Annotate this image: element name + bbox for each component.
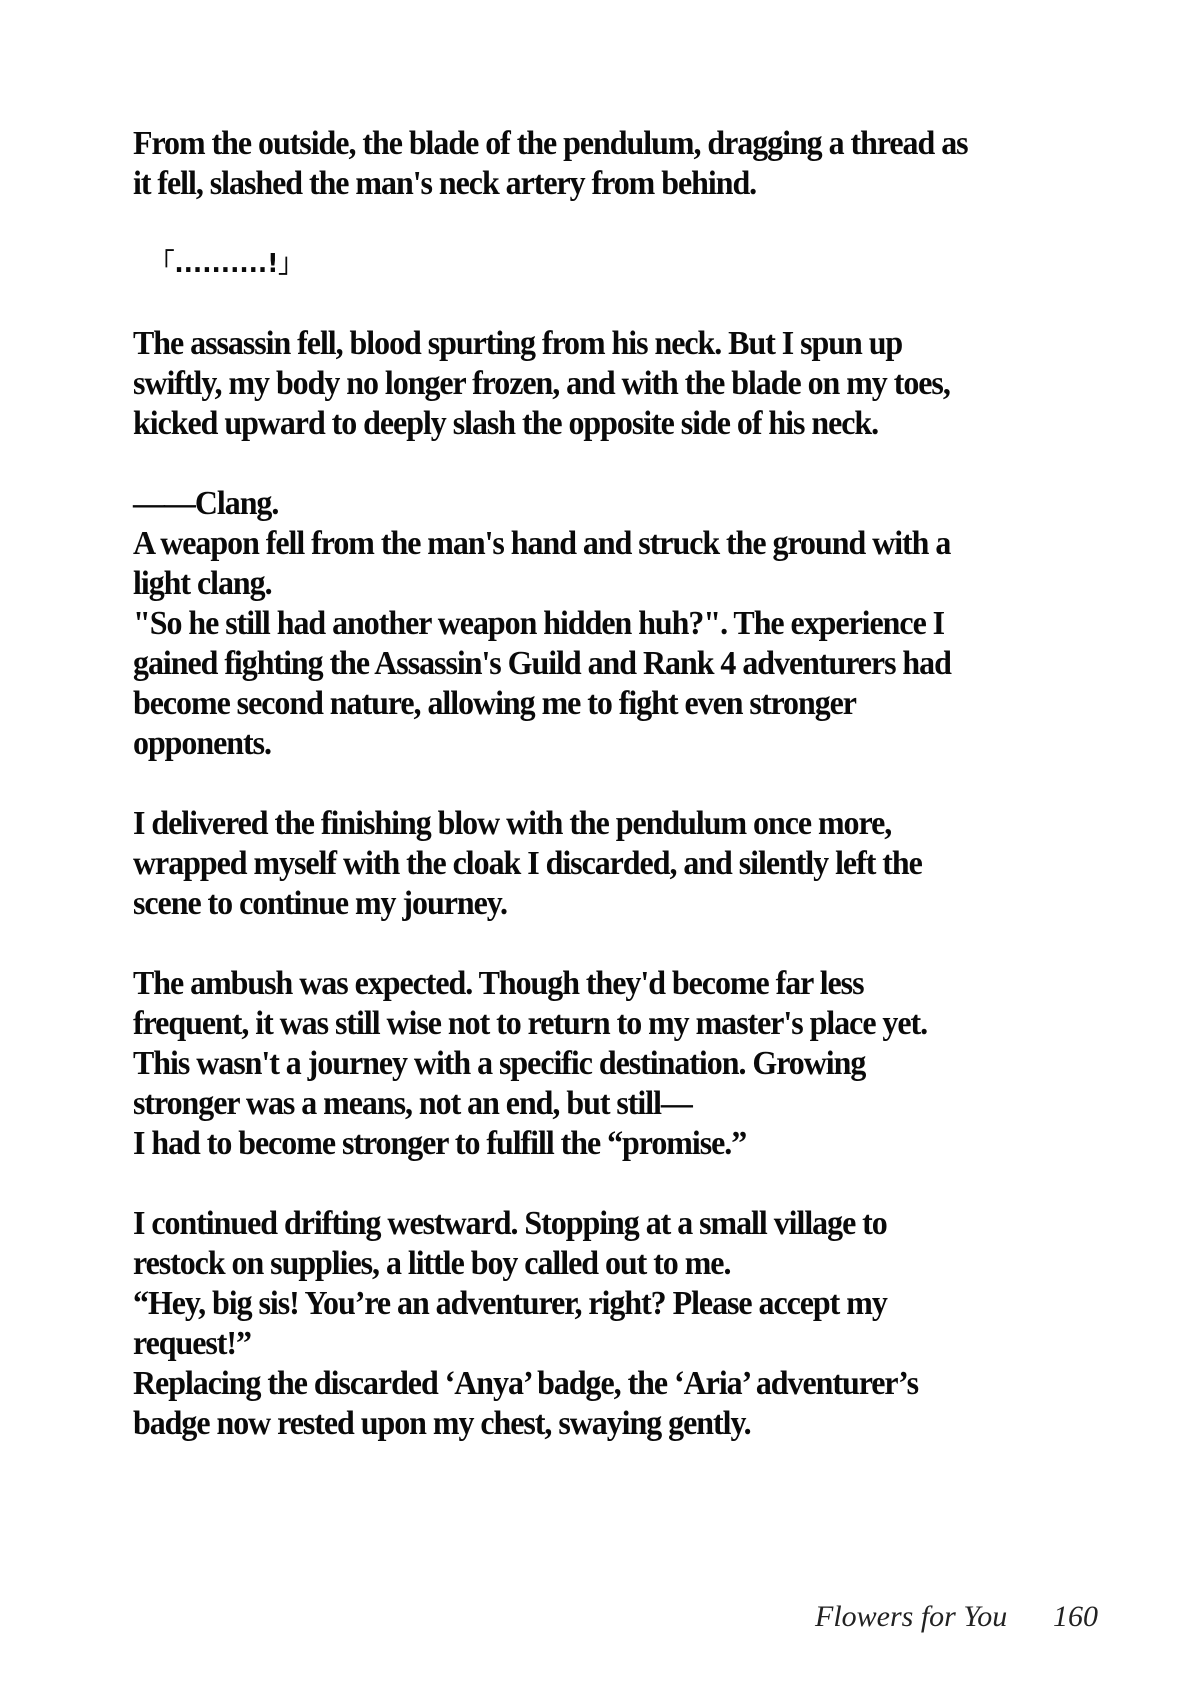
paragraph-gap bbox=[133, 284, 1035, 324]
paragraph-clang bbox=[133, 484, 1035, 764]
text-line: wrapped myself with the cloak I discarded, and silently left the bbox=[133, 845, 922, 882]
paragraph-assassin-fell bbox=[133, 324, 1035, 444]
paragraph-westward bbox=[133, 1204, 1035, 1444]
text-line: become second nature, allowing me to fight even stronger bbox=[133, 685, 856, 722]
dialogue-line: 「..........!」 bbox=[149, 249, 303, 279]
text-line: The assassin fell, blood spurting from his neck. But I spun up bbox=[133, 325, 903, 362]
text-line: From the outside, the blade of the pendulum, dragging a thread as bbox=[133, 125, 968, 162]
paragraph-gap bbox=[133, 924, 1035, 964]
text-line: frequent, it was still wise not to return to my master's place yet. bbox=[133, 1005, 928, 1042]
text-line: gained fighting the Assassin's Guild and Rank 4 adventurers had bbox=[133, 645, 951, 682]
body-text bbox=[133, 124, 1035, 1444]
text-line: light clang. bbox=[133, 565, 272, 602]
text-line: I had to become stronger to fulfill the “promise.” bbox=[133, 1125, 747, 1162]
text-line: kicked upward to deeply slash the opposite side of his neck. bbox=[133, 405, 879, 442]
paragraph-ambush bbox=[133, 964, 1035, 1164]
paragraph-gap bbox=[133, 444, 1035, 484]
text-line: stronger was a means, not an end, but still— bbox=[133, 1085, 692, 1122]
dialogue-exclamation bbox=[133, 244, 1035, 284]
paragraph-gap bbox=[133, 764, 1035, 804]
paragraph-gap bbox=[133, 1164, 1035, 1204]
text-line: I continued drifting westward. Stopping at a small village to bbox=[133, 1205, 887, 1242]
text-line: request!” bbox=[133, 1325, 251, 1362]
page-number: 160 bbox=[1053, 1600, 1098, 1633]
paragraph-gap bbox=[133, 204, 1035, 244]
text-line: badge now rested upon my chest, swaying gently. bbox=[133, 1405, 751, 1442]
book-title: Flowers for You bbox=[815, 1600, 1008, 1633]
paragraph-finishing-blow bbox=[133, 804, 1035, 924]
text-line: Replacing the discarded ‘Anya’ badge, the ‘Aria’ adventurer’s bbox=[133, 1365, 918, 1402]
text-line: opponents. bbox=[133, 725, 271, 762]
text-line: The ambush was expected. Though they'd become far less bbox=[133, 965, 864, 1002]
text-line: I delivered the finishing blow with the pendulum once more, bbox=[133, 805, 892, 842]
paragraph-pendulum bbox=[133, 124, 1035, 204]
text-line: “Hey, big sis! You’re an adventurer, right? Please accept my bbox=[133, 1285, 887, 1322]
text-line: A weapon fell from the man's hand and struck the ground with a bbox=[133, 525, 951, 562]
text-line: restock on supplies, a little boy called out to me. bbox=[133, 1245, 731, 1282]
text-line: scene to continue my journey. bbox=[133, 885, 507, 922]
text-line: This wasn't a journey with a specific destination. Growing bbox=[133, 1045, 866, 1082]
text-line: it fell, slashed the man's neck artery from behind. bbox=[133, 165, 757, 202]
text-line: ——Clang. bbox=[133, 485, 279, 522]
text-line: swiftly, my body no longer frozen, and with the blade on my toes, bbox=[133, 365, 950, 402]
text-line: "So he still had another weapon hidden huh?". The experience I bbox=[133, 605, 945, 642]
